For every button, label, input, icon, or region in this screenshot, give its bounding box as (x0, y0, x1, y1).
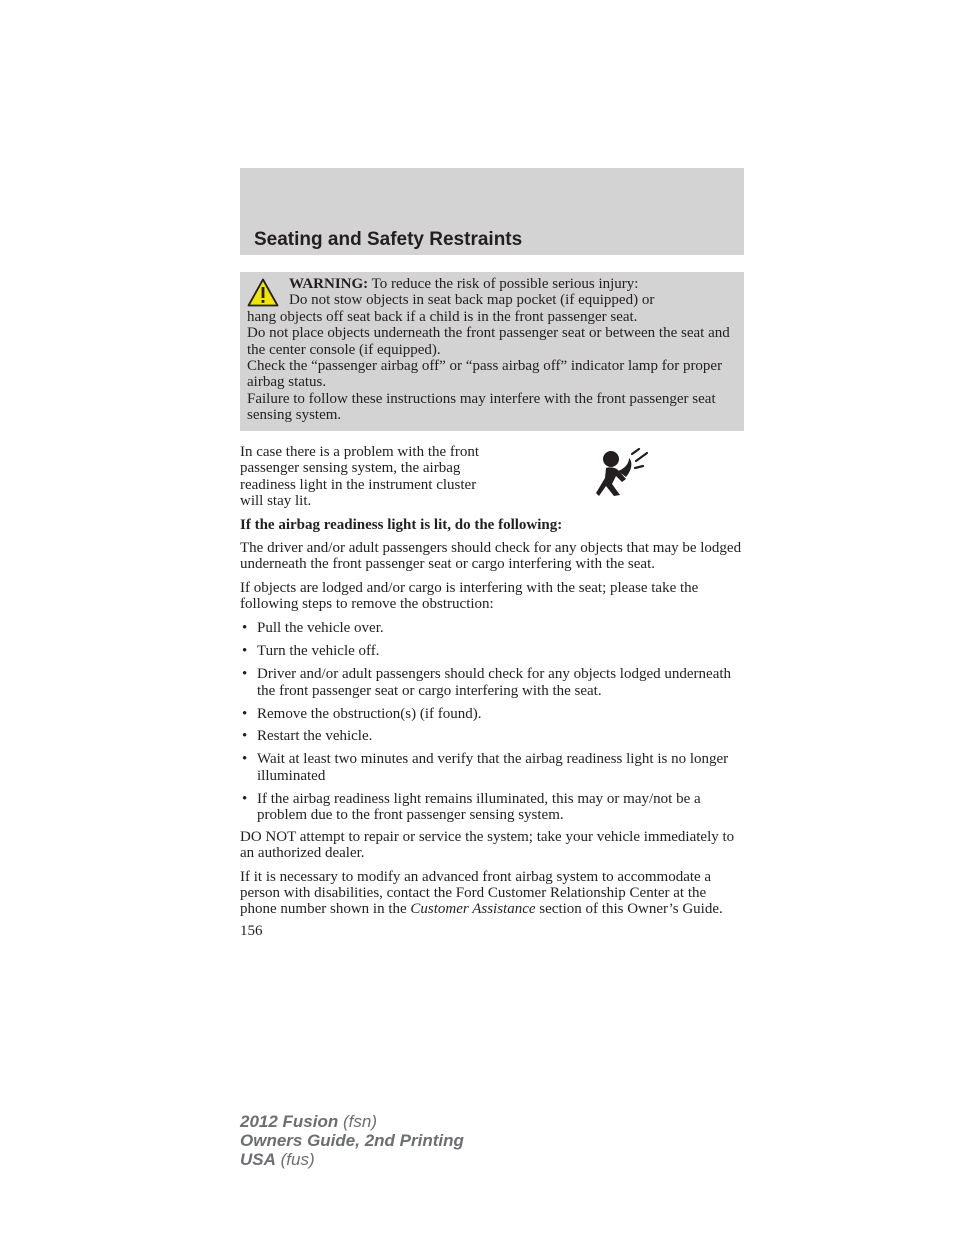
footer-line-1: 2012 Fusion (fsn) (240, 1112, 377, 1131)
bullet-glyph: • (242, 643, 248, 660)
airbag-readiness-icon (596, 448, 648, 496)
bullet-glyph: • (242, 751, 248, 768)
footer-line-3: USA (fus) (240, 1150, 315, 1169)
list-item: • If the airbag readiness light remains illuminated, this may or may/not be a problem due to the front passenger sensing system. (242, 790, 701, 824)
warning-first-line: To reduce the risk of possible serious injury: (371, 276, 639, 292)
paragraph-1: The driver and/or adult passengers should check for any objects that may be lodged underneath the front passenger seat or cargo interfering with the seat. (240, 540, 742, 573)
body-column (240, 444, 744, 939)
list-item: • Pull the vehicle over. (242, 619, 384, 636)
bullet-glyph: • (242, 666, 248, 683)
list-item: • Driver and/or adult passengers should check for any objects lodged underneath the front passenger seat or cargo interfering with the seat. (242, 666, 732, 699)
warning-box (240, 272, 744, 431)
warning-p4: Failure to follow these instructions may interfere with the front passenger seat sensing system. (247, 390, 716, 424)
warning-p2: Do not place objects underneath the front passenger seat or between the seat and the center console (if equipped). (247, 325, 730, 358)
bullet-glyph: • (242, 790, 248, 807)
bullet-glyph: • (242, 727, 248, 744)
list-item: • Turn the vehicle off. (242, 643, 380, 660)
bullet-glyph: • (242, 706, 248, 723)
list-item: • Remove the obstruction(s) (if found). (242, 706, 482, 723)
paragraph-4: If it is necessary to modify an advanced front airbag system to accommodate a person with disabilities, contact the Ford Customer Relationship Center at the phone number shown in the Customer Assistance section of this Owner’s Guide. (240, 868, 723, 918)
list-item: • Restart the vehicle. (242, 727, 373, 744)
section-title: Seating and Safety Restraints (254, 229, 523, 250)
warning-p1-rest: hang objects off seat back if a child is in the front passenger seat. (247, 308, 638, 325)
paragraph-2: If objects are lodged and/or cargo is interfering with the seat; please take the following steps to remove the obstruction: (240, 579, 699, 613)
footer-line-2: Owners Guide, 2nd Printing (240, 1131, 464, 1150)
warning-intro (247, 276, 737, 292)
warning-p3: Check the “passenger airbag off” or “pass airbag off” indicator lamp for proper airbag status. (247, 358, 723, 391)
bold-heading: If the airbag readiness light is lit, do the following: (240, 516, 563, 533)
print-footer (240, 1112, 464, 1169)
section-header-band (240, 168, 744, 255)
intro-paragraph: In case there is a problem with the front passenger sensing system, the airbag readiness light in the instrument cluster will stay lit. (240, 444, 480, 510)
customer-assistance-reference: Customer Assistance (410, 901, 536, 918)
list-item: • Wait at least two minutes and verify that the airbag readiness light is no longer illuminated (242, 751, 729, 784)
warning-p1-start: Do not stow objects in seat back map pocket (if equipped) or (289, 292, 655, 309)
warning-label: WARNING: (289, 276, 369, 292)
warning-triangle-icon (247, 278, 279, 307)
steps-list (240, 620, 744, 824)
paragraph-3: DO NOT attempt to repair or service the system; take your vehicle immediately to an authorized dealer. (240, 828, 735, 862)
bullet-glyph: • (242, 619, 248, 636)
page-number: 156 (240, 922, 263, 939)
